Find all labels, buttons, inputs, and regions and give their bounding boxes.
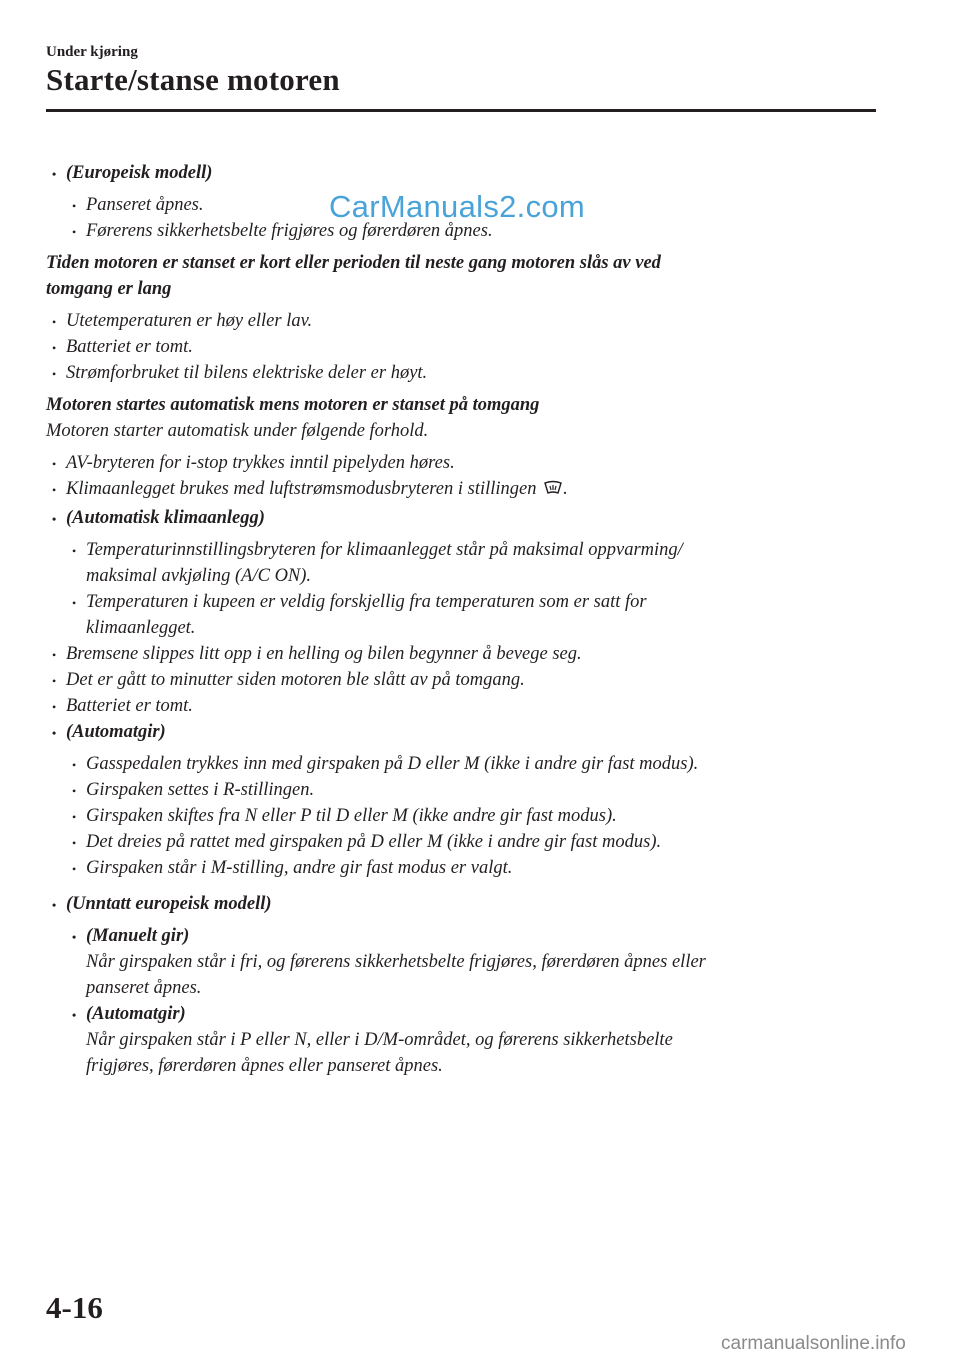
page-number: 4-16	[46, 1290, 103, 1325]
section-label: Under kjøring	[46, 44, 138, 60]
section-heading-cont: tomgang er lang	[46, 279, 172, 299]
page-content	[46, 160, 886, 1079]
section-heading: Motoren startes automatisk mens motoren er stanset på tomgang	[46, 395, 540, 415]
section-heading: Tiden motoren er stanset er kort eller perioden til neste gang motoren slås av ved	[46, 253, 661, 273]
list-item: • Panseret åpnes.	[66, 192, 886, 218]
paragraph: panseret åpnes.	[86, 978, 202, 998]
list-item: • Temperaturen i kupeen er veldig forskjellig fra temperaturen som er satt for	[66, 589, 886, 615]
list-item: • AV-bryteren for i-stop trykkes inntil pipelyden høres.	[46, 450, 886, 476]
watermark-bottom: carmanualsonline.info	[721, 1333, 906, 1354]
watermark: CarManuals2.com	[329, 189, 586, 224]
list-item: • Girspaken settes i R-stillingen.	[66, 777, 886, 803]
paragraph: Når girspaken står i fri, og førerens sikkerhetsbelte frigjøres, førerdøren åpnes eller	[86, 952, 706, 972]
list-item: • (Manuelt gir)	[66, 923, 886, 949]
list-item: • Girspaken skiftes fra N eller P til D eller M (ikke andre gir fast modus).	[66, 803, 886, 829]
list-item: • (Europeisk modell)	[46, 160, 886, 186]
list-item-cont: maksimal avkjøling (A/C ON).	[86, 566, 312, 586]
paragraph: Når girspaken står i P eller N, eller i D/M-området, og førerens sikkerhetsbelte	[86, 1030, 673, 1050]
windshield-defrost-icon	[543, 479, 563, 505]
paragraph: Motoren starter automatisk under følgende forhold.	[46, 421, 429, 441]
list-item: • Gasspedalen trykkes inn med girspaken på D eller M (ikke i andre gir fast modus).	[66, 751, 886, 777]
paragraph: frigjøres, førerdøren åpnes eller panseret åpnes.	[86, 1056, 443, 1076]
list-item-end: .	[563, 479, 568, 499]
list-item: • (Unntatt europeisk modell)	[46, 891, 886, 917]
list-item-cont: klimaanlegget.	[86, 618, 196, 638]
list-item: • (Automatgir)	[66, 1001, 886, 1027]
list-item: • Førerens sikkerhetsbelte frigjøres og førerdøren åpnes.	[66, 218, 886, 244]
list-item: • Temperaturinnstillingsbryteren for klimaanlegget står på maksimal oppvarming/	[66, 537, 886, 563]
list-item	[46, 476, 886, 505]
list-item: • (Automatgir)	[46, 719, 886, 745]
list-item: • Girspaken står i M-stilling, andre gir fast modus er valgt.	[66, 855, 886, 881]
title-divider	[46, 109, 876, 112]
list-item: • Utetemperaturen er høy eller lav.	[46, 308, 886, 334]
list-item: • Batteriet er tomt.	[46, 334, 886, 360]
page-title: Starte/stanse motoren	[46, 62, 340, 97]
list-item: • Det dreies på rattet med girspaken på D eller M (ikke i andre gir fast modus).	[66, 829, 886, 855]
list-item: • Bremsene slippes litt opp i en helling og bilen begynner å bevege seg.	[46, 641, 886, 667]
list-item: • (Automatisk klimaanlegg)	[46, 505, 886, 531]
list-item-text: Klimaanlegget brukes med luftstrømsmodusbryteren i stillingen	[66, 479, 537, 499]
list-item: • Det er gått to minutter siden motoren ble slått av på tomgang.	[46, 667, 886, 693]
list-item: • Strømforbruket til bilens elektriske deler er høyt.	[46, 360, 886, 386]
list-item: • Batteriet er tomt.	[46, 693, 886, 719]
